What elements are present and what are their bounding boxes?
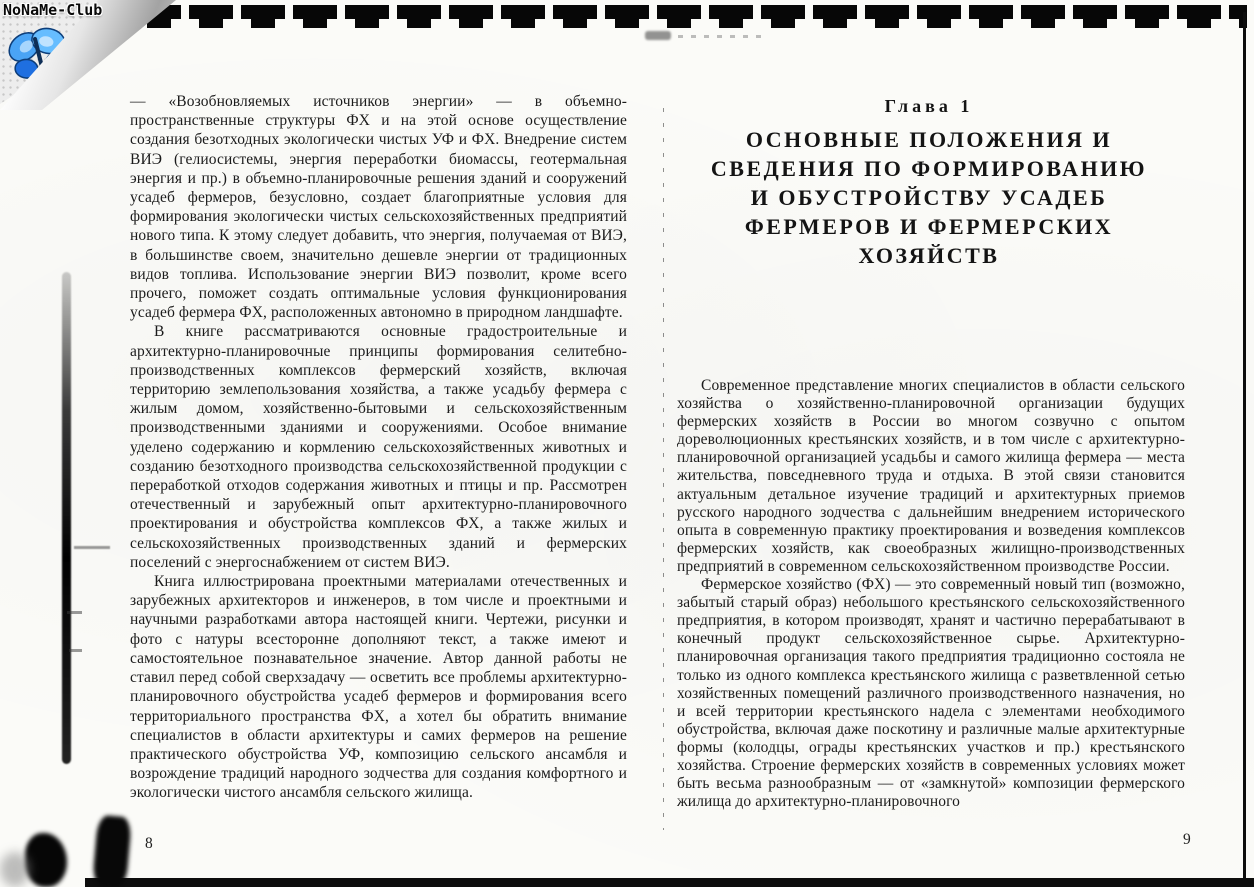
chapter-title-line: И ОБУСТРОЙСТВУ УСАДЕБ	[750, 185, 1108, 210]
chapter-title-line: СВЕДЕНИЯ ПО ФОРМИРОВАНИЮ	[710, 156, 1148, 181]
watermark-label: NoNaMe-Club	[3, 1, 103, 19]
paragraph: Книга иллюстрирована проектными материалами отечественных и зарубежных архитекторов и инженеров, в том числе и проектными и научными разработками автора настоящей книги. Чертежи, рисунки и фото с натуры всесторонне дополняют текст, а также имеют и самостоятельное познавательное значение. Автор данной работы не ставил перед собой сверхзадачу — осветить все проблемы архитектурно-планировочного обустройства усадеб фермеров и формирования всего территориального пространства ФХ, а хотел бы обратить внимание специалистов в области архитектуры и самих фермеров на решение практического обустройства УФ, композицию сельского ансамбля и возрождение традиций народного зодчества для создания комфортного и экологически чистого ансамбля сельского жилища.	[130, 573, 627, 802]
page-number-right: 9	[1183, 831, 1191, 848]
scan-smudge	[0, 852, 30, 887]
paragraph: Фермерское хозяйство (ФХ) — это современный новый тип (возможно, забытый старый образ) небольшого крестьянского сельскохозяйственного предприятия, в котором производят, хранят и частично перерабатывают в конечный продукт сельскохозяйственное сырье. Архитектурно-планировочная организация такого предприятия традиционно состояла не только из одного комплекса крестьянского жилища с разветвленной сетью хозяйственных помещений различного производственного назначения, но и всей территории крестьянского надела с элементами необходимого обустройства, включая даже поскотину и различные малые архитектурные формы (колодцы, ограды крестьянских участков и пр.) крестьянского хозяйства. Строение фермерских хозяйств в современных условиях может быть весьма разнообразным — от «замкнутой» композиции фермерского жилища до архитектурно-планировочного	[677, 576, 1185, 811]
chapter-heading	[676, 96, 1182, 270]
scan-streak-left	[62, 272, 71, 764]
scan-smudge	[645, 31, 671, 40]
scan-smudge	[92, 815, 132, 887]
scan-edge-bottom	[85, 878, 1254, 887]
page-number-left: 8	[145, 835, 153, 852]
page-gutter-line	[663, 108, 664, 830]
comb-binding-teeth	[137, 19, 1247, 28]
chapter-title-line: ФЕРМЕРОВ И ФЕРМЕРСКИХ	[744, 214, 1114, 239]
scan-smudge	[67, 611, 82, 614]
scan-edge-right	[1243, 12, 1246, 880]
paragraph: В книге рассматриваются основные градостроительные и архитектурно-планировочные принципы формирования селитебно-производственных комплексов фермерский хозяйств, включая территорию землепользования хозяйства, а также усадьбу фермера с жилым домом, хозяйственно-бытовыми и сельскохозяйственным производственными зданиями и сооружениями. Особое внимание уделено содержанию и кормлению сельскохозяйственных животных и созданию безотходного производства сельскохозяйственной продукции с переработкой отходов содержания животных и птицы и пр. Рассмотрен отечественный и зарубежный опыт архитектурно-планировочного проектирования и обустройства комплексов ФХ, а также жилых и сельскохозяйственных производственных зданий и фермерских поселений с энергоснабжением от систем ВИЭ.	[130, 323, 627, 571]
scan-smudge	[25, 833, 67, 887]
scan-smudge	[74, 546, 110, 549]
chapter-title-line: ОСНОВНЫЕ ПОЛОЖЕНИЯ И	[745, 127, 1113, 152]
scan-smudge	[678, 35, 763, 38]
left-page-text	[130, 92, 627, 803]
paragraph: — «Возобновляемых источников энергии» — в объемно-пространственные структуры ФХ и на этой основе осуществление создания безотходных экологически чистых УФ и ФХ. Внедрение систем ВИЭ (гелиосистемы, энергия переработки биомассы, геотермальная энергия и пр.) в объемно-планировочные решения зданий и сооружений усадеб фермеров, безусловно, создает благоприятные условия для формирования экологически чистых сельскохозяйственных предприятий нового типа. К этому следует добавить, что энергия, получаемая от ВИЭ, в большинстве своем, значительно дешевле энергии от традиционных видов топлива. Использование энергии ВИЭ позволит, кроме всего прочего, поможет создать оптимальные условия функционирования усадеб фермера ФХ, расположенных автономно в природном ландшафте.	[130, 93, 627, 322]
chapter-title-line: ХОЗЯЙСТВ	[858, 243, 1000, 268]
chapter-label: Глава 1	[884, 96, 974, 116]
comb-binding-bar	[137, 5, 1247, 19]
right-page-text	[677, 377, 1185, 811]
paragraph: Современное представление многих специалистов в области сельского хозяйства о хозяйственно-планировочной организации будущих фермерских хозяйств в России во многом созвучно с опытом дореволюционных крестьянских хозяйств, и в том числе с архитектурно-планировочной организацией усадьбы и самого жилища фермера — места жительства, повседневного труда и отдыха. В этой связи становится актуальным детальное изучение традиций и архитектурных приемов русского народного зодчества с дальнейшим внедрением исторического опыта в современную практику проектирования и возведения комплексов фермерских хозяйств, как своеобразных жилищно-производственных предприятий в современном сельскохозяйственном производстве России.	[677, 377, 1185, 575]
scan-smudge	[69, 649, 82, 652]
